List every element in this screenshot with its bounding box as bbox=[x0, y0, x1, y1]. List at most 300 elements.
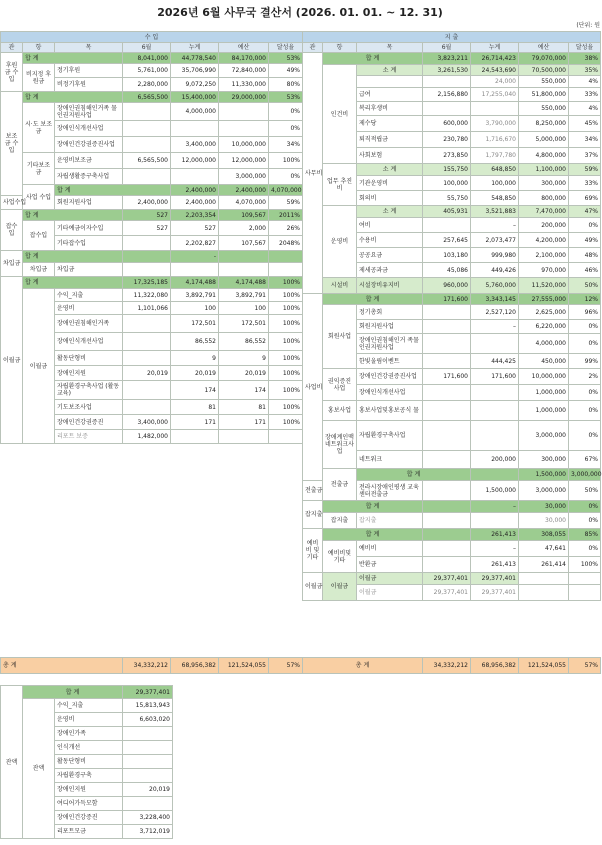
value-cell: 2,100,000 bbox=[519, 248, 569, 263]
hang-cell: 시·도 보조금 bbox=[23, 103, 55, 153]
value-cell: 79,070,000 bbox=[519, 53, 569, 65]
value-cell: 15,400,000 bbox=[171, 92, 219, 103]
balance-item: 여디어가득모함 bbox=[55, 797, 123, 811]
mok-cell: 예비비 bbox=[357, 541, 423, 557]
mok-cell: 장애인건강권증진사업 bbox=[357, 369, 423, 385]
value-cell: 2,400,000 bbox=[219, 185, 269, 196]
value-cell: 308,055 bbox=[519, 529, 569, 541]
value-cell bbox=[269, 251, 303, 263]
balance-value bbox=[123, 741, 173, 755]
hang-cell: 홍보사업 bbox=[323, 401, 357, 421]
value-cell: 100 bbox=[219, 302, 269, 315]
value-cell: 81 bbox=[219, 400, 269, 415]
value-cell bbox=[219, 263, 269, 277]
hang-cell: 비지정 후원금 bbox=[23, 64, 55, 92]
value-cell bbox=[471, 421, 519, 451]
value-cell: 2,156,880 bbox=[423, 88, 471, 102]
value-cell: 450,000 bbox=[519, 354, 569, 369]
col-gwan: 관 bbox=[1, 43, 23, 53]
hang-cell: 기타보조금 bbox=[23, 153, 55, 185]
value-cell: 69% bbox=[569, 191, 601, 206]
value-cell: 49% bbox=[269, 64, 303, 78]
mok-cell: 자립환경구축사업 bbox=[357, 421, 423, 451]
value-cell: 1,500,000 bbox=[519, 469, 569, 481]
value-cell: 2,202,827 bbox=[171, 236, 219, 251]
mok-cell: 차입금 bbox=[55, 263, 123, 277]
value-cell: 444,425 bbox=[471, 354, 519, 369]
total-label: 총 계 bbox=[1, 658, 123, 674]
value-cell: 55,750 bbox=[423, 191, 471, 206]
value-cell: 24,543,690 bbox=[471, 65, 519, 76]
mok-cell: 비정기후원 bbox=[55, 78, 123, 92]
mok-cell: 사회보험 bbox=[357, 148, 423, 164]
value-cell: 0% bbox=[569, 501, 601, 513]
value-cell: 3,000,000 bbox=[519, 421, 569, 451]
value-cell: 800,000 bbox=[519, 191, 569, 206]
value-cell: 12% bbox=[569, 294, 601, 305]
mok-cell: 정기후원 bbox=[55, 64, 123, 78]
value-cell bbox=[269, 430, 303, 444]
expense-total-row bbox=[302, 657, 601, 674]
balance-item: 장애인지원 bbox=[55, 783, 123, 797]
value-cell: 527 bbox=[171, 221, 219, 236]
total-value: 34,332,212 bbox=[423, 658, 471, 674]
value-cell: 550,000 bbox=[519, 76, 569, 88]
value-cell: 6,220,000 bbox=[519, 320, 569, 334]
value-cell: 67% bbox=[569, 451, 601, 469]
balance-table bbox=[0, 685, 173, 839]
value-cell: 171 bbox=[171, 415, 219, 430]
value-cell bbox=[471, 401, 519, 421]
value-cell bbox=[219, 251, 269, 263]
mok-cell: 장애인권침해인거족 bbox=[55, 315, 123, 333]
hang-cell: 이월금 bbox=[323, 573, 357, 601]
balance-value bbox=[123, 727, 173, 741]
value-cell bbox=[171, 430, 219, 444]
sum-label: 합 계 bbox=[23, 53, 123, 64]
hang-cell: 전출금 bbox=[303, 481, 323, 501]
value-cell: 4% bbox=[569, 76, 601, 88]
gwan-cell: 사업 수입 bbox=[23, 185, 55, 210]
total-value: 121,524,055 bbox=[219, 658, 269, 674]
sum-label: 합 계 bbox=[323, 529, 423, 541]
mok-cell: 퇴직적립금 bbox=[357, 132, 423, 148]
value-cell: 648,850 bbox=[471, 164, 519, 176]
gwan-cell: 잡수입 bbox=[1, 210, 23, 251]
value-cell bbox=[123, 103, 171, 121]
value-cell: 30,000 bbox=[519, 501, 569, 513]
mok-cell: 제수당 bbox=[357, 116, 423, 132]
balance-value: 6,603,020 bbox=[123, 713, 173, 727]
value-cell bbox=[471, 513, 519, 529]
value-cell: 1,482,000 bbox=[123, 430, 171, 444]
value-cell: 100% bbox=[269, 333, 303, 351]
value-cell: 51,800,000 bbox=[519, 88, 569, 102]
mok-cell: 공공요금 bbox=[357, 248, 423, 263]
value-cell: 171,600 bbox=[471, 369, 519, 385]
mok-cell: 전라시장애인평생 교육센터전출금 bbox=[357, 481, 423, 501]
sum-label: 합 계 bbox=[323, 294, 423, 305]
value-cell: 2011% bbox=[269, 210, 303, 221]
gwan-cell: 이월금 bbox=[303, 573, 323, 601]
value-cell: 70,500,000 bbox=[519, 65, 569, 76]
balance-item: 수익_지출 bbox=[55, 699, 123, 713]
mok-cell: 수익_지출 bbox=[55, 289, 123, 302]
value-cell bbox=[423, 305, 471, 320]
value-cell bbox=[423, 76, 471, 88]
total-value: 57% bbox=[569, 658, 601, 674]
value-cell bbox=[471, 469, 519, 481]
value-cell: 100% bbox=[269, 366, 303, 381]
value-cell: 1,000,000 bbox=[519, 385, 569, 401]
value-cell: 2% bbox=[569, 369, 601, 385]
value-cell: 0% bbox=[569, 541, 601, 557]
mok-cell: 운영비보조금 bbox=[55, 153, 123, 169]
value-cell: 37% bbox=[569, 148, 601, 164]
value-cell: 4,200,000 bbox=[519, 233, 569, 248]
value-cell: 26,714,423 bbox=[471, 53, 519, 65]
value-cell: 3,261,530 bbox=[423, 65, 471, 76]
value-cell: 257,645 bbox=[423, 233, 471, 248]
value-cell: 2,203,354 bbox=[171, 210, 219, 221]
value-cell: 0% bbox=[569, 218, 601, 233]
value-cell: 38% bbox=[569, 53, 601, 65]
sum-label: 합 계 bbox=[323, 53, 423, 65]
value-cell: 172,501 bbox=[219, 315, 269, 333]
value-cell: 100,000 bbox=[471, 176, 519, 191]
hang-cell: 업무 추진비 bbox=[323, 164, 357, 206]
value-cell: 49% bbox=[569, 233, 601, 248]
value-cell: 29,377,401 bbox=[423, 573, 471, 585]
sum-label: 합 계 bbox=[23, 251, 123, 263]
value-cell: 7,470,000 bbox=[519, 206, 569, 218]
value-cell bbox=[171, 263, 219, 277]
value-cell: 0% bbox=[569, 421, 601, 451]
value-cell: 3,000,000 bbox=[569, 469, 601, 481]
value-cell: 2,527,120 bbox=[471, 305, 519, 320]
mok-cell: 자립생활증구축사업 bbox=[55, 169, 123, 185]
value-cell bbox=[423, 529, 471, 541]
value-cell: 3,000,000 bbox=[519, 481, 569, 501]
mok-cell: 잡지출 bbox=[357, 513, 423, 529]
expense-table bbox=[302, 31, 601, 601]
total-value: 34,332,212 bbox=[123, 658, 171, 674]
value-cell bbox=[123, 333, 171, 351]
value-cell: 0% bbox=[569, 385, 601, 401]
value-cell bbox=[423, 541, 471, 557]
value-cell: 29,377,401 bbox=[423, 585, 471, 601]
subtotal-label: 소 계 bbox=[357, 164, 423, 176]
value-cell: 100% bbox=[269, 415, 303, 430]
hang-cell: 사업수입 bbox=[1, 196, 23, 210]
balance-hang: 잔액 bbox=[23, 699, 55, 839]
value-cell: 17,325,185 bbox=[123, 277, 171, 289]
value-cell: 100% bbox=[269, 351, 303, 366]
mok-cell: 자립환경구축사업 (활동교육) bbox=[55, 381, 123, 400]
value-cell: 45% bbox=[569, 116, 601, 132]
subtotal-label: 소 계 bbox=[357, 65, 423, 76]
value-cell: 3,790,000 bbox=[471, 116, 519, 132]
value-cell: 103,180 bbox=[423, 248, 471, 263]
value-cell bbox=[423, 218, 471, 233]
value-cell: 109,567 bbox=[219, 210, 269, 221]
hang-cell: 장애계인맥 네트워크사업 bbox=[323, 421, 357, 469]
value-cell: 4,000,000 bbox=[171, 103, 219, 121]
value-cell bbox=[471, 385, 519, 401]
value-cell: 20,019 bbox=[171, 366, 219, 381]
value-cell: 4,800,000 bbox=[519, 148, 569, 164]
col-budget: 예산 bbox=[519, 43, 569, 53]
value-cell: 1,100,000 bbox=[519, 164, 569, 176]
income-header: 수 입 bbox=[1, 32, 303, 43]
mok-cell: 회원지원사업 bbox=[55, 196, 123, 210]
value-cell: 3,000,000 bbox=[219, 169, 269, 185]
value-cell: 11,520,000 bbox=[519, 278, 569, 294]
value-cell: 300,000 bbox=[519, 176, 569, 191]
value-cell: 273,850 bbox=[423, 148, 471, 164]
value-cell: 12,000,000 bbox=[171, 153, 219, 169]
value-cell: 449,426 bbox=[471, 263, 519, 278]
col-budget: 예산 bbox=[219, 43, 269, 53]
hang-cell: 차입금 bbox=[23, 263, 55, 277]
value-cell: 2,000 bbox=[219, 221, 269, 236]
mok-cell: 회의비 bbox=[357, 191, 423, 206]
value-cell: 33% bbox=[569, 88, 601, 102]
value-cell: 172,501 bbox=[171, 315, 219, 333]
value-cell: 999,980 bbox=[471, 248, 519, 263]
value-cell bbox=[471, 334, 519, 354]
value-cell: 6,565,500 bbox=[123, 92, 171, 103]
value-cell: 100% bbox=[269, 289, 303, 302]
value-cell bbox=[123, 121, 171, 137]
value-cell: 33% bbox=[569, 176, 601, 191]
value-cell: 59% bbox=[569, 164, 601, 176]
value-cell: 30,000 bbox=[519, 513, 569, 529]
value-cell: 3,892,791 bbox=[171, 289, 219, 302]
value-cell: 85% bbox=[569, 529, 601, 541]
gwan-cell: 이월금 bbox=[1, 277, 23, 444]
col-rate: 달성율 bbox=[569, 43, 601, 53]
value-cell: 10,000,000 bbox=[219, 137, 269, 153]
mok-cell: 여비 bbox=[357, 218, 423, 233]
value-cell: 100% bbox=[269, 277, 303, 289]
mok-cell: 리포트 보증 bbox=[55, 430, 123, 444]
mok-cell: 기관운영비 bbox=[357, 176, 423, 191]
balance-item: 활동단형비 bbox=[55, 755, 123, 769]
value-cell: 80% bbox=[269, 78, 303, 92]
gwan-cell: 차입금 bbox=[1, 251, 23, 277]
value-cell: 3,343,145 bbox=[471, 294, 519, 305]
value-cell: 59% bbox=[269, 196, 303, 210]
value-cell bbox=[471, 102, 519, 116]
value-cell bbox=[423, 481, 471, 501]
value-cell bbox=[123, 381, 171, 400]
value-cell: 970,000 bbox=[519, 263, 569, 278]
value-cell: 48% bbox=[569, 248, 601, 263]
value-cell bbox=[123, 400, 171, 415]
value-cell: 1,797,780 bbox=[471, 148, 519, 164]
value-cell: 3,400,000 bbox=[171, 137, 219, 153]
value-cell: 0% bbox=[269, 169, 303, 185]
value-cell: 53% bbox=[269, 92, 303, 103]
mok-cell: 한빛울림이벤트 bbox=[357, 354, 423, 369]
value-cell bbox=[423, 421, 471, 451]
mok-cell: 복리후생비 bbox=[357, 102, 423, 116]
value-cell: 100% bbox=[269, 315, 303, 333]
value-cell bbox=[519, 585, 569, 601]
col-cum: 누계 bbox=[171, 43, 219, 53]
value-cell: 171 bbox=[219, 415, 269, 430]
hang-cell: 잡수입 bbox=[23, 221, 55, 251]
value-cell: 600,000 bbox=[423, 116, 471, 132]
value-cell: 29,377,401 bbox=[471, 585, 519, 601]
mok-cell: 정기총회 bbox=[357, 305, 423, 320]
mok-cell: 장애인건강권증진사업 bbox=[55, 137, 123, 153]
value-cell: 0% bbox=[269, 121, 303, 137]
value-cell: 47,641 bbox=[519, 541, 569, 557]
balance-value bbox=[123, 769, 173, 783]
total-value: 68,956,382 bbox=[471, 658, 519, 674]
col-rate: 달성율 bbox=[269, 43, 303, 53]
value-cell: 527 bbox=[123, 221, 171, 236]
value-cell: 1,000,000 bbox=[519, 401, 569, 421]
total-value: 57% bbox=[269, 658, 303, 674]
mok-cell: 급여 bbox=[357, 88, 423, 102]
value-cell: 100,000 bbox=[423, 176, 471, 191]
value-cell: 2,625,000 bbox=[519, 305, 569, 320]
hang-cell: 인건비 bbox=[323, 65, 357, 164]
value-cell: 5,760,000 bbox=[471, 278, 519, 294]
total-value: 121,524,055 bbox=[519, 658, 569, 674]
value-cell: 4,174,488 bbox=[219, 277, 269, 289]
value-cell: 230,780 bbox=[423, 132, 471, 148]
value-cell: 5,000,000 bbox=[519, 132, 569, 148]
value-cell: 4,000,000 bbox=[519, 334, 569, 354]
value-cell: 0% bbox=[569, 334, 601, 354]
value-cell: 53% bbox=[269, 53, 303, 64]
value-cell: 171,600 bbox=[423, 294, 471, 305]
value-cell: 107,567 bbox=[219, 236, 269, 251]
value-cell: 2048% bbox=[269, 236, 303, 251]
value-cell: 86,552 bbox=[219, 333, 269, 351]
value-cell bbox=[423, 320, 471, 334]
value-cell bbox=[423, 334, 471, 354]
mok-cell: 이월금 bbox=[357, 585, 423, 601]
balance-item: 운영비 bbox=[55, 713, 123, 727]
value-cell: 50% bbox=[569, 481, 601, 501]
value-cell: 550,000 bbox=[519, 102, 569, 116]
value-cell: 300,000 bbox=[519, 451, 569, 469]
sum-label: 합 계 bbox=[23, 277, 123, 289]
hang-cell: 시설비 bbox=[323, 278, 357, 294]
value-cell: 8,250,000 bbox=[519, 116, 569, 132]
value-cell: 3,521,883 bbox=[471, 206, 519, 218]
value-cell: 47% bbox=[569, 206, 601, 218]
value-cell: 1,101,066 bbox=[123, 302, 171, 315]
value-cell bbox=[219, 430, 269, 444]
value-cell bbox=[519, 573, 569, 585]
value-cell bbox=[123, 251, 171, 263]
gwan-cell: 후원금 수입 bbox=[1, 53, 23, 92]
value-cell: 20,019 bbox=[123, 366, 171, 381]
value-cell: 50% bbox=[569, 278, 601, 294]
sum-label: 합 계 bbox=[357, 469, 471, 481]
value-cell: 29,377,401 bbox=[471, 573, 519, 585]
value-cell bbox=[171, 169, 219, 185]
value-cell: 200,000 bbox=[471, 451, 519, 469]
mok-cell: 장애인식개선사업 bbox=[55, 333, 123, 351]
balance-sum-label: 합 계 bbox=[23, 686, 123, 699]
sum-label: 합 계 bbox=[323, 501, 423, 513]
hang-cell: 예비비및 기타 bbox=[323, 541, 357, 573]
value-cell: – bbox=[471, 541, 519, 557]
value-cell bbox=[569, 573, 601, 585]
value-cell bbox=[123, 351, 171, 366]
balance-item: 장애인건강증진 bbox=[55, 811, 123, 825]
value-cell: 20,019 bbox=[219, 366, 269, 381]
value-cell: 405,931 bbox=[423, 206, 471, 218]
value-cell bbox=[423, 513, 471, 529]
value-cell: 9,072,250 bbox=[171, 78, 219, 92]
col-month: 6월 bbox=[123, 43, 171, 53]
value-cell bbox=[423, 401, 471, 421]
value-cell: 9 bbox=[219, 351, 269, 366]
col-hang: 항 bbox=[23, 43, 55, 53]
value-cell: 3,892,791 bbox=[219, 289, 269, 302]
value-cell: 44,778,540 bbox=[171, 53, 219, 64]
value-cell bbox=[219, 121, 269, 137]
mok-cell: 활동단형비 bbox=[55, 351, 123, 366]
value-cell: 34% bbox=[269, 137, 303, 153]
balance-value: 20,019 bbox=[123, 783, 173, 797]
value-cell: 96% bbox=[569, 305, 601, 320]
value-cell: 11,330,000 bbox=[219, 78, 269, 92]
value-cell: 100% bbox=[269, 381, 303, 400]
mok-cell bbox=[357, 76, 423, 88]
gwan-cell: 사무비 bbox=[303, 53, 323, 294]
hang-cell: 운영비 bbox=[323, 206, 357, 278]
value-cell: 100% bbox=[269, 400, 303, 415]
value-cell: 548,850 bbox=[471, 191, 519, 206]
hang-cell: 권익증진 사업 bbox=[323, 369, 357, 401]
col-month: 6월 bbox=[423, 43, 471, 53]
col-mok: 목 bbox=[55, 43, 123, 53]
value-cell: 8,041,000 bbox=[123, 53, 171, 64]
hang-cell: 잡지출 bbox=[323, 513, 357, 529]
value-cell: 2,280,000 bbox=[123, 78, 171, 92]
value-cell: 84,170,000 bbox=[219, 53, 269, 64]
mok-cell: 홍보사업및홍보공식 물 bbox=[357, 401, 423, 421]
sum-label: 합 계 bbox=[23, 210, 123, 221]
value-cell: 0% bbox=[569, 320, 601, 334]
value-cell bbox=[123, 263, 171, 277]
mok-cell: 기도보조사업 bbox=[55, 400, 123, 415]
income-total-row bbox=[0, 657, 303, 674]
gwan-cell: 보조금 수입 bbox=[1, 92, 23, 196]
value-cell: 261,414 bbox=[519, 557, 569, 573]
value-cell: 3,823,211 bbox=[423, 53, 471, 65]
value-cell: 45,086 bbox=[423, 263, 471, 278]
value-cell: 2,073,477 bbox=[471, 233, 519, 248]
mok-cell: 수용비 bbox=[357, 233, 423, 248]
value-cell: – bbox=[471, 501, 519, 513]
mok-cell: 이월금 bbox=[357, 573, 423, 585]
value-cell bbox=[123, 236, 171, 251]
value-cell bbox=[423, 102, 471, 116]
value-cell: 3,400,000 bbox=[123, 415, 171, 430]
value-cell: 171,600 bbox=[423, 369, 471, 385]
value-cell: 10,000,000 bbox=[519, 369, 569, 385]
